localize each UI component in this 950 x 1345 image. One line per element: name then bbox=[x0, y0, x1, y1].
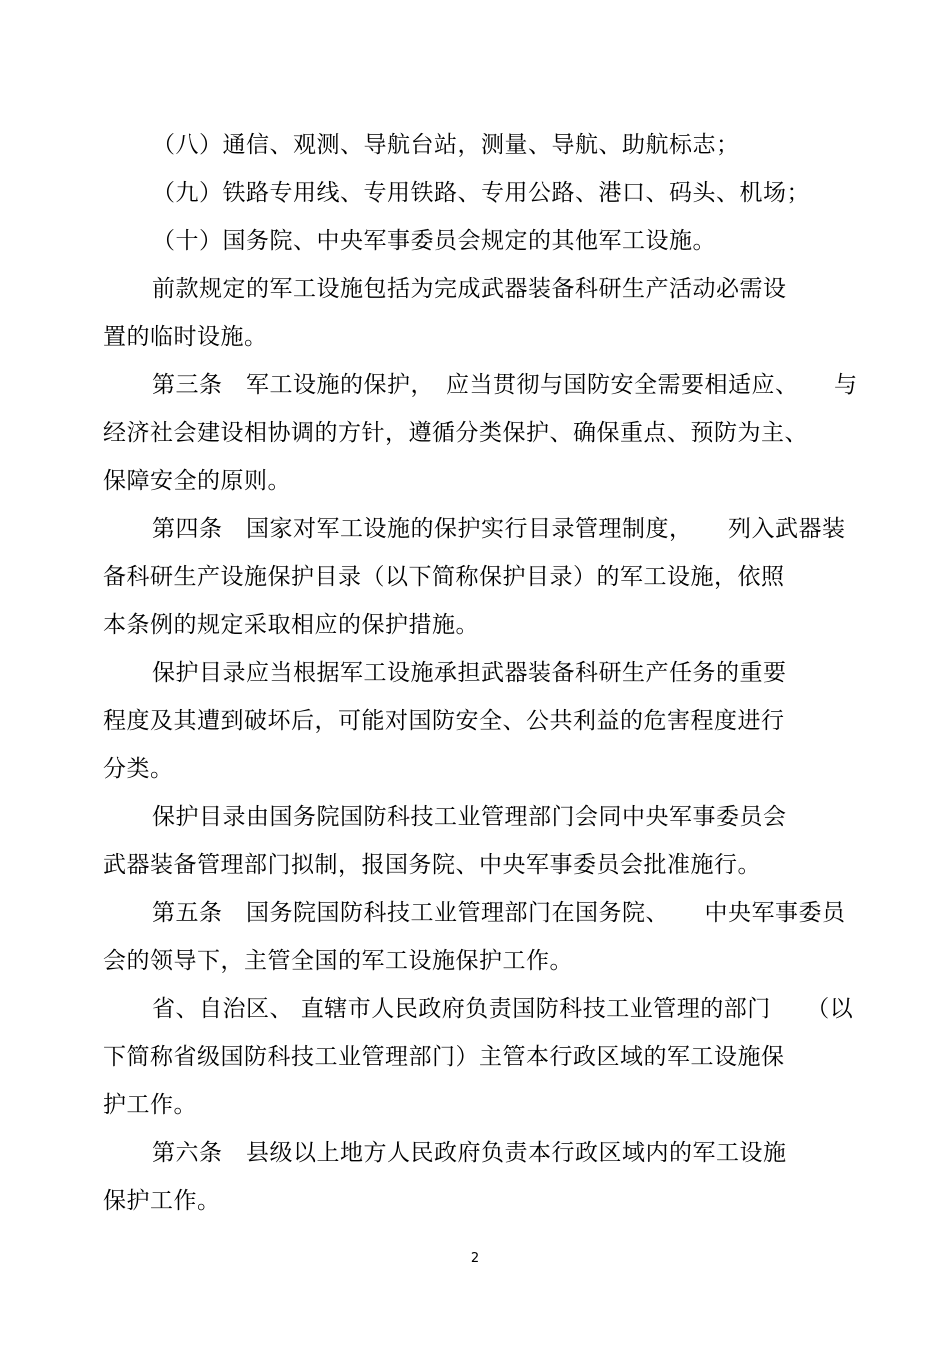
paragraph-line: 护工作。 bbox=[103, 1092, 197, 1118]
paragraph-line: 置的临时设施。 bbox=[103, 324, 268, 350]
list-item-9: （九）铁路专用线、专用铁路、专用公路、港口、码头、机场； bbox=[152, 180, 810, 206]
paragraph-line: 武器装备管理部门拟制，报国务院、中央军事委员会批准施行。 bbox=[103, 852, 761, 878]
paragraph-line: 分类。 bbox=[103, 756, 174, 782]
page-number: 2 bbox=[470, 1251, 480, 1266]
paragraph-line: 下简称省级国防科技工业管理部门）主管本行政区域的军工设施保 bbox=[103, 1044, 785, 1070]
article-3-line: 经济社会建设相协调的方针，遵循分类保护、确保重点、预防为主、 bbox=[103, 420, 808, 446]
paragraph-line: 省、自治区、 直辖市人民政府负责国防科技工业管理的部门 （以 bbox=[152, 996, 854, 1022]
article-5-line: 第五条 国务院国防科技工业管理部门在国务院、 中央军事委员 bbox=[152, 900, 846, 926]
article-6-line: 保护工作。 bbox=[103, 1188, 221, 1214]
article-4-line: 第四条 国家对军工设施的保护实行目录管理制度， 列入武器装 bbox=[152, 516, 846, 542]
paragraph-line: 保护目录由国务院国防科技工业管理部门会同中央军事委员会 bbox=[152, 804, 787, 830]
paragraph-line: 保护目录应当根据军工设施承担武器装备科研生产任务的重要 bbox=[152, 660, 787, 686]
article-4-line: 本条例的规定采取相应的保护措施。 bbox=[103, 612, 479, 638]
article-5-line: 会的领导下，主管全国的军工设施保护工作。 bbox=[103, 948, 573, 974]
article-4-line: 备科研生产设施保护目录（以下简称保护目录）的军工设施，依照 bbox=[103, 564, 785, 590]
list-item-10: （十）国务院、中央军事委员会规定的其他军工设施。 bbox=[152, 228, 716, 254]
paragraph-line: 前款规定的军工设施包括为完成武器装备科研生产活动必需设 bbox=[152, 276, 787, 302]
paragraph-line: 程度及其遭到破坏后，可能对国防安全、公共利益的危害程度进行 bbox=[103, 708, 785, 734]
list-item-8: （八）通信、观测、导航台站，测量、导航、助航标志； bbox=[152, 132, 740, 158]
article-3-line: 保障安全的原则。 bbox=[103, 468, 291, 494]
article-3-line: 第三条 军工设施的保护， 应当贯彻与国防安全需要相适应、 与 bbox=[152, 372, 858, 398]
article-6-line: 第六条 县级以上地方人民政府负责本行政区域内的军工设施 bbox=[152, 1140, 787, 1166]
